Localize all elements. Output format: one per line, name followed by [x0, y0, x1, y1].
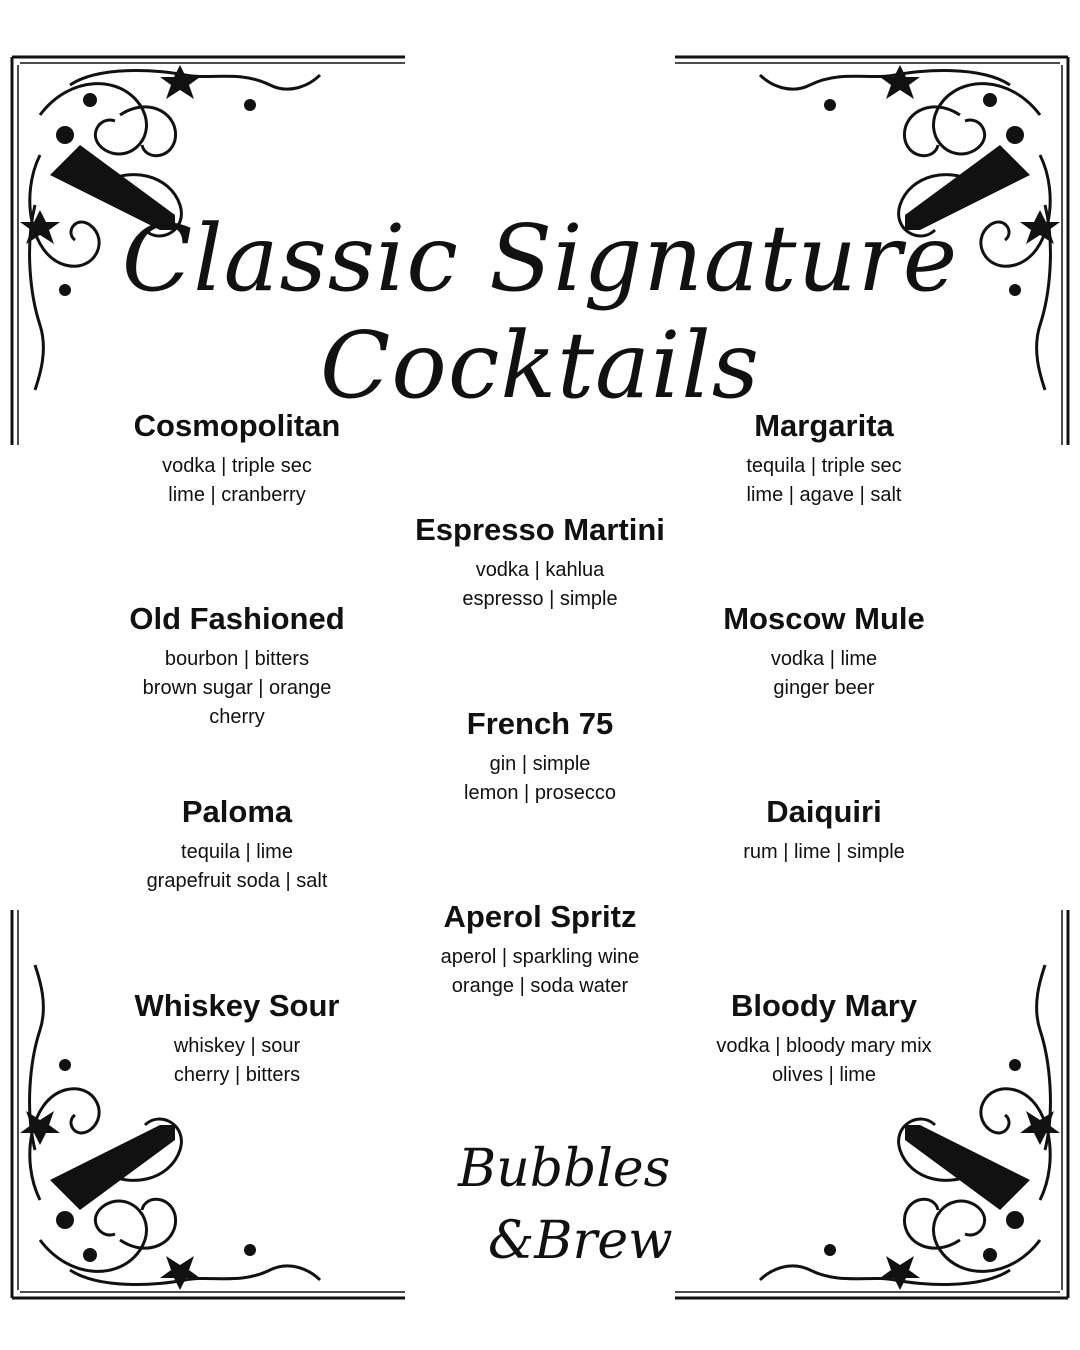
ingredient-line: tequila | triple sec	[746, 455, 902, 477]
ingredient-line: whiskey | sour	[173, 1035, 301, 1057]
ingredient-line: vodka | bloody mary mix	[716, 1035, 932, 1057]
logo-line-2: &Brew	[488, 1211, 673, 1271]
cocktail-name: Paloma	[181, 794, 293, 829]
cocktail-ingredients	[57, 452, 417, 510]
ingredient-line: tequila | lime	[181, 841, 293, 863]
cocktail-name: Whiskey Sour	[134, 988, 340, 1023]
cocktail-name: Aperol Spritz	[443, 899, 637, 934]
floral-flourish-icon	[10, 900, 410, 1300]
ingredient-line: cherry | bitters	[173, 1064, 301, 1086]
ingredient-line: rum | lime | simple	[743, 841, 905, 863]
cocktail-whiskey-sour	[57, 986, 417, 1090]
cocktail-ingredients	[644, 838, 1004, 867]
ingredient-line: orange | soda water	[451, 975, 629, 997]
corner-ornament-bottom-right	[670, 900, 1070, 1300]
ingredient-line: lemon | prosecco	[464, 782, 616, 804]
brand-logo	[430, 1118, 673, 1298]
ingredient-line: olives | lime	[771, 1064, 877, 1086]
cocktail-name: Espresso Martini	[415, 512, 665, 547]
cocktail-cosmopolitan	[57, 406, 417, 510]
cocktail-daiquiri	[644, 792, 1004, 867]
ingredient-line: cherry	[209, 706, 265, 728]
ingredient-line: ginger beer	[773, 677, 875, 699]
corner-ornament-bottom-left	[10, 900, 410, 1300]
cocktail-name: Moscow Mule	[723, 601, 925, 636]
cocktail-moscow-mule	[644, 599, 1004, 703]
cocktail-name: Daiquiri	[766, 794, 882, 829]
ingredient-line: lime | cranberry	[168, 484, 306, 506]
ingredient-line: grapefruit soda | salt	[146, 870, 328, 892]
ingredient-line: aperol | sparkling wine	[440, 946, 640, 968]
logo-line-1: Bubbles	[458, 1139, 671, 1199]
cocktail-ingredients	[644, 1032, 1004, 1090]
ingredient-line: lime | agave | salt	[746, 484, 902, 506]
ingredient-line: brown sugar | orange	[142, 677, 332, 699]
ingredient-line: gin | simple	[489, 753, 591, 775]
ingredient-line: vodka | kahlua	[475, 559, 605, 581]
floral-flourish-icon	[670, 900, 1070, 1300]
cocktail-ingredients	[644, 452, 1004, 510]
cocktail-name: French 75	[466, 706, 614, 741]
cocktail-name: Cosmopolitan	[133, 408, 341, 443]
cocktail-ingredients	[57, 1032, 417, 1090]
cocktail-ingredients	[644, 645, 1004, 703]
menu-title: Classic Signature Cocktails	[121, 205, 959, 419]
cocktail-ingredients	[57, 838, 417, 896]
ingredient-line: bourbon | bitters	[164, 648, 310, 670]
ingredient-line: vodka | lime	[770, 648, 878, 670]
cocktail-margarita	[644, 406, 1004, 510]
cocktail-name: Margarita	[754, 408, 894, 443]
ingredient-line: vodka | triple sec	[162, 455, 312, 477]
ingredient-line: espresso | simple	[462, 588, 618, 610]
cocktail-paloma	[57, 792, 417, 896]
cocktail-bloody-mary	[644, 986, 1004, 1090]
cocktail-name: Bloody Mary	[730, 988, 918, 1023]
cocktail-name: Old Fashioned	[129, 601, 345, 636]
